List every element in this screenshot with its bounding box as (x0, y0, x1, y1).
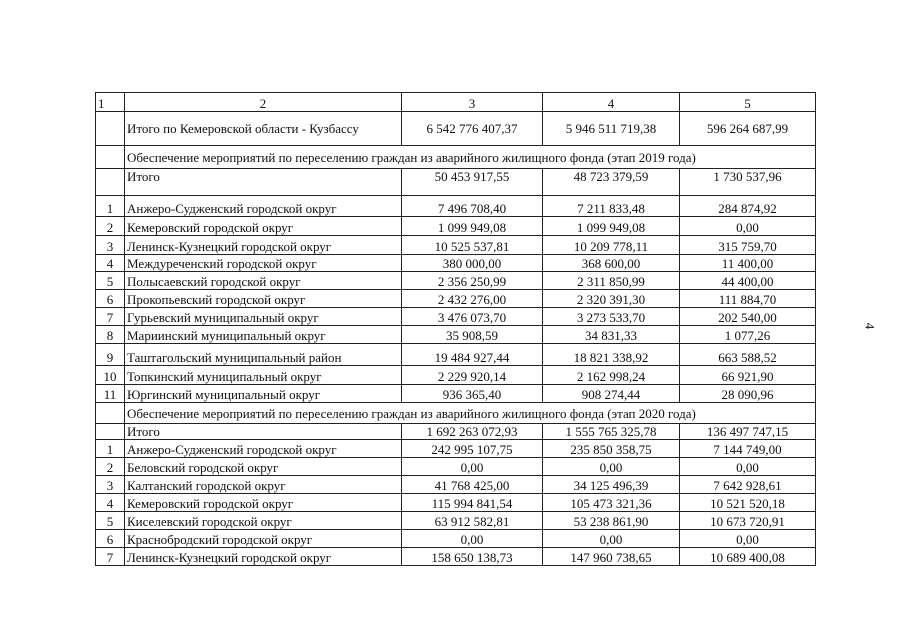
row-col-5: 11 400,00 (680, 255, 816, 272)
table-row (96, 290, 816, 308)
row-col-4: 53 238 861,90 (543, 512, 680, 530)
table-row (96, 385, 816, 403)
row-col-4: 34 125 496,39 (543, 476, 680, 494)
row-municipality: Междуреченский городской округ (125, 255, 402, 272)
row-municipality: Анжеро-Судженский городской округ (125, 440, 402, 458)
row-index: 7 (96, 548, 125, 566)
grand-total-row (96, 112, 816, 146)
row-col-5: 66 921,90 (680, 366, 816, 385)
section2-total-index (96, 424, 125, 440)
section2-title-index (96, 403, 125, 424)
row-index: 9 (96, 344, 125, 366)
row-col-4: 2 162 998,24 (543, 366, 680, 385)
row-municipality: Полысаевский городской округ (125, 272, 402, 290)
table-row (96, 494, 816, 512)
row-col-5: 0,00 (680, 217, 816, 236)
row-municipality: Киселевский городской округ (125, 512, 402, 530)
row-col-4: 34 831,33 (543, 326, 680, 344)
row-col-3: 1 099 949,08 (402, 217, 543, 236)
header-col-1: 1 (96, 93, 125, 112)
table-row (96, 272, 816, 290)
row-municipality: Мариинский муниципальный округ (125, 326, 402, 344)
row-index: 10 (96, 366, 125, 385)
row-col-3: 936 365,40 (402, 385, 543, 403)
section1-title-row (96, 146, 816, 169)
row-index: 5 (96, 272, 125, 290)
table-row (96, 217, 816, 236)
row-col-3: 41 768 425,00 (402, 476, 543, 494)
row-col-3: 158 650 138,73 (402, 548, 543, 566)
row-col-4: 7 211 833,48 (543, 196, 680, 217)
row-col-3: 242 995 107,75 (402, 440, 543, 458)
row-index: 11 (96, 385, 125, 403)
row-col-3: 0,00 (402, 530, 543, 548)
row-col-3: 19 484 927,44 (402, 344, 543, 366)
section1-total-label: Итого (125, 169, 402, 196)
section2-total-c3: 1 692 263 072,93 (402, 424, 543, 440)
row-index: 1 (96, 196, 125, 217)
row-col-5: 663 588,52 (680, 344, 816, 366)
row-index: 6 (96, 290, 125, 308)
header-col-4: 4 (543, 93, 680, 112)
row-col-5: 0,00 (680, 458, 816, 476)
grand-total-index (96, 112, 125, 146)
row-col-5: 1 077,26 (680, 326, 816, 344)
row-col-3: 2 356 250,99 (402, 272, 543, 290)
grand-total-col-5: 596 264 687,99 (680, 112, 816, 146)
section2-title: Обеспечение мероприятий по переселению граждан из аварийного жилищного фонда (этап 2020 года) (125, 403, 816, 424)
row-col-5: 7 642 928,61 (680, 476, 816, 494)
row-col-3: 63 912 582,81 (402, 512, 543, 530)
row-municipality: Кемеровский городской округ (125, 494, 402, 512)
section1-total-c3: 50 453 917,55 (402, 169, 543, 196)
row-index: 3 (96, 476, 125, 494)
row-col-4: 18 821 338,92 (543, 344, 680, 366)
table-row (96, 458, 816, 476)
row-col-5: 10 521 520,18 (680, 494, 816, 512)
row-index: 2 (96, 217, 125, 236)
row-municipality: Прокопьевский городской округ (125, 290, 402, 308)
row-index: 8 (96, 326, 125, 344)
table-row (96, 440, 816, 458)
section2-title-row (96, 403, 816, 424)
row-col-3: 10 525 537,81 (402, 236, 543, 255)
page-number: 4 (862, 322, 878, 330)
row-municipality: Топкинский муниципальный округ (125, 366, 402, 385)
row-col-5: 284 874,92 (680, 196, 816, 217)
section1-title: Обеспечение мероприятий по переселению граждан из аварийного жилищного фонда (этап 2019 года) (125, 146, 816, 169)
row-municipality: Беловский городской округ (125, 458, 402, 476)
row-col-4: 1 099 949,08 (543, 217, 680, 236)
header-col-3: 3 (402, 93, 543, 112)
table-row (96, 512, 816, 530)
row-municipality: Юргинский муниципальный округ (125, 385, 402, 403)
row-municipality: Краснобродский городской округ (125, 530, 402, 548)
row-col-4: 0,00 (543, 530, 680, 548)
row-municipality: Анжеро-Судженский городской округ (125, 196, 402, 217)
row-municipality: Ленинск-Кузнецкий городской округ (125, 236, 402, 255)
row-municipality: Кемеровский городской округ (125, 217, 402, 236)
row-col-4: 908 274,44 (543, 385, 680, 403)
table-row (96, 548, 816, 566)
table-row (96, 476, 816, 494)
row-col-5: 202 540,00 (680, 308, 816, 326)
data-table (95, 92, 816, 566)
table-body (96, 93, 816, 566)
table-row (96, 326, 816, 344)
row-col-3: 0,00 (402, 458, 543, 476)
row-col-4: 2 320 391,30 (543, 290, 680, 308)
row-col-4: 10 209 778,11 (543, 236, 680, 255)
section2-total-label: Итого (125, 424, 402, 440)
row-col-5: 28 090,96 (680, 385, 816, 403)
table-row (96, 530, 816, 548)
row-index: 1 (96, 440, 125, 458)
table-row (96, 366, 816, 385)
row-col-5: 10 689 400,08 (680, 548, 816, 566)
row-col-3: 35 908,59 (402, 326, 543, 344)
header-col-2: 2 (125, 93, 402, 112)
section1-total-c5: 1 730 537,96 (680, 169, 816, 196)
row-col-5: 7 144 749,00 (680, 440, 816, 458)
row-col-3: 2 432 276,00 (402, 290, 543, 308)
row-col-4: 147 960 738,65 (543, 548, 680, 566)
grand-total-col-4: 5 946 511 719,38 (543, 112, 680, 146)
row-municipality: Гурьевский муниципальный округ (125, 308, 402, 326)
row-col-4: 368 600,00 (543, 255, 680, 272)
section1-title-index (96, 146, 125, 169)
row-col-5: 10 673 720,91 (680, 512, 816, 530)
table-row (96, 308, 816, 326)
row-col-4: 2 311 850,99 (543, 272, 680, 290)
row-index: 5 (96, 512, 125, 530)
row-col-4: 3 273 533,70 (543, 308, 680, 326)
row-col-3: 115 994 841,54 (402, 494, 543, 512)
row-municipality: Таштагольский муниципальный район (125, 344, 402, 366)
row-municipality: Калтанский городской округ (125, 476, 402, 494)
row-col-5: 0,00 (680, 530, 816, 548)
row-index: 4 (96, 255, 125, 272)
table-row (96, 196, 816, 217)
table-row (96, 255, 816, 272)
row-col-5: 111 884,70 (680, 290, 816, 308)
row-col-4: 0,00 (543, 458, 680, 476)
header-row (96, 93, 816, 112)
row-col-4: 105 473 321,36 (543, 494, 680, 512)
row-index: 2 (96, 458, 125, 476)
grand-total-col-3: 6 542 776 407,37 (402, 112, 543, 146)
row-municipality: Ленинск-Кузнецкий городской округ (125, 548, 402, 566)
row-col-3: 7 496 708,40 (402, 196, 543, 217)
row-col-3: 2 229 920,14 (402, 366, 543, 385)
table-row (96, 236, 816, 255)
section2-total-row (96, 424, 816, 440)
row-col-3: 380 000,00 (402, 255, 543, 272)
row-index: 3 (96, 236, 125, 255)
grand-total-label: Итого по Кемеровской области - Кузбассу (125, 112, 402, 146)
header-col-5: 5 (680, 93, 816, 112)
table-row (96, 344, 816, 366)
row-index: 4 (96, 494, 125, 512)
section2-total-c5: 136 497 747,15 (680, 424, 816, 440)
section1-total-row (96, 169, 816, 196)
section2-total-c4: 1 555 765 325,78 (543, 424, 680, 440)
row-index: 7 (96, 308, 125, 326)
row-col-5: 44 400,00 (680, 272, 816, 290)
row-index: 6 (96, 530, 125, 548)
section1-total-index (96, 169, 125, 196)
row-col-4: 235 850 358,75 (543, 440, 680, 458)
section1-total-c4: 48 723 379,59 (543, 169, 680, 196)
row-col-5: 315 759,70 (680, 236, 816, 255)
row-col-3: 3 476 073,70 (402, 308, 543, 326)
